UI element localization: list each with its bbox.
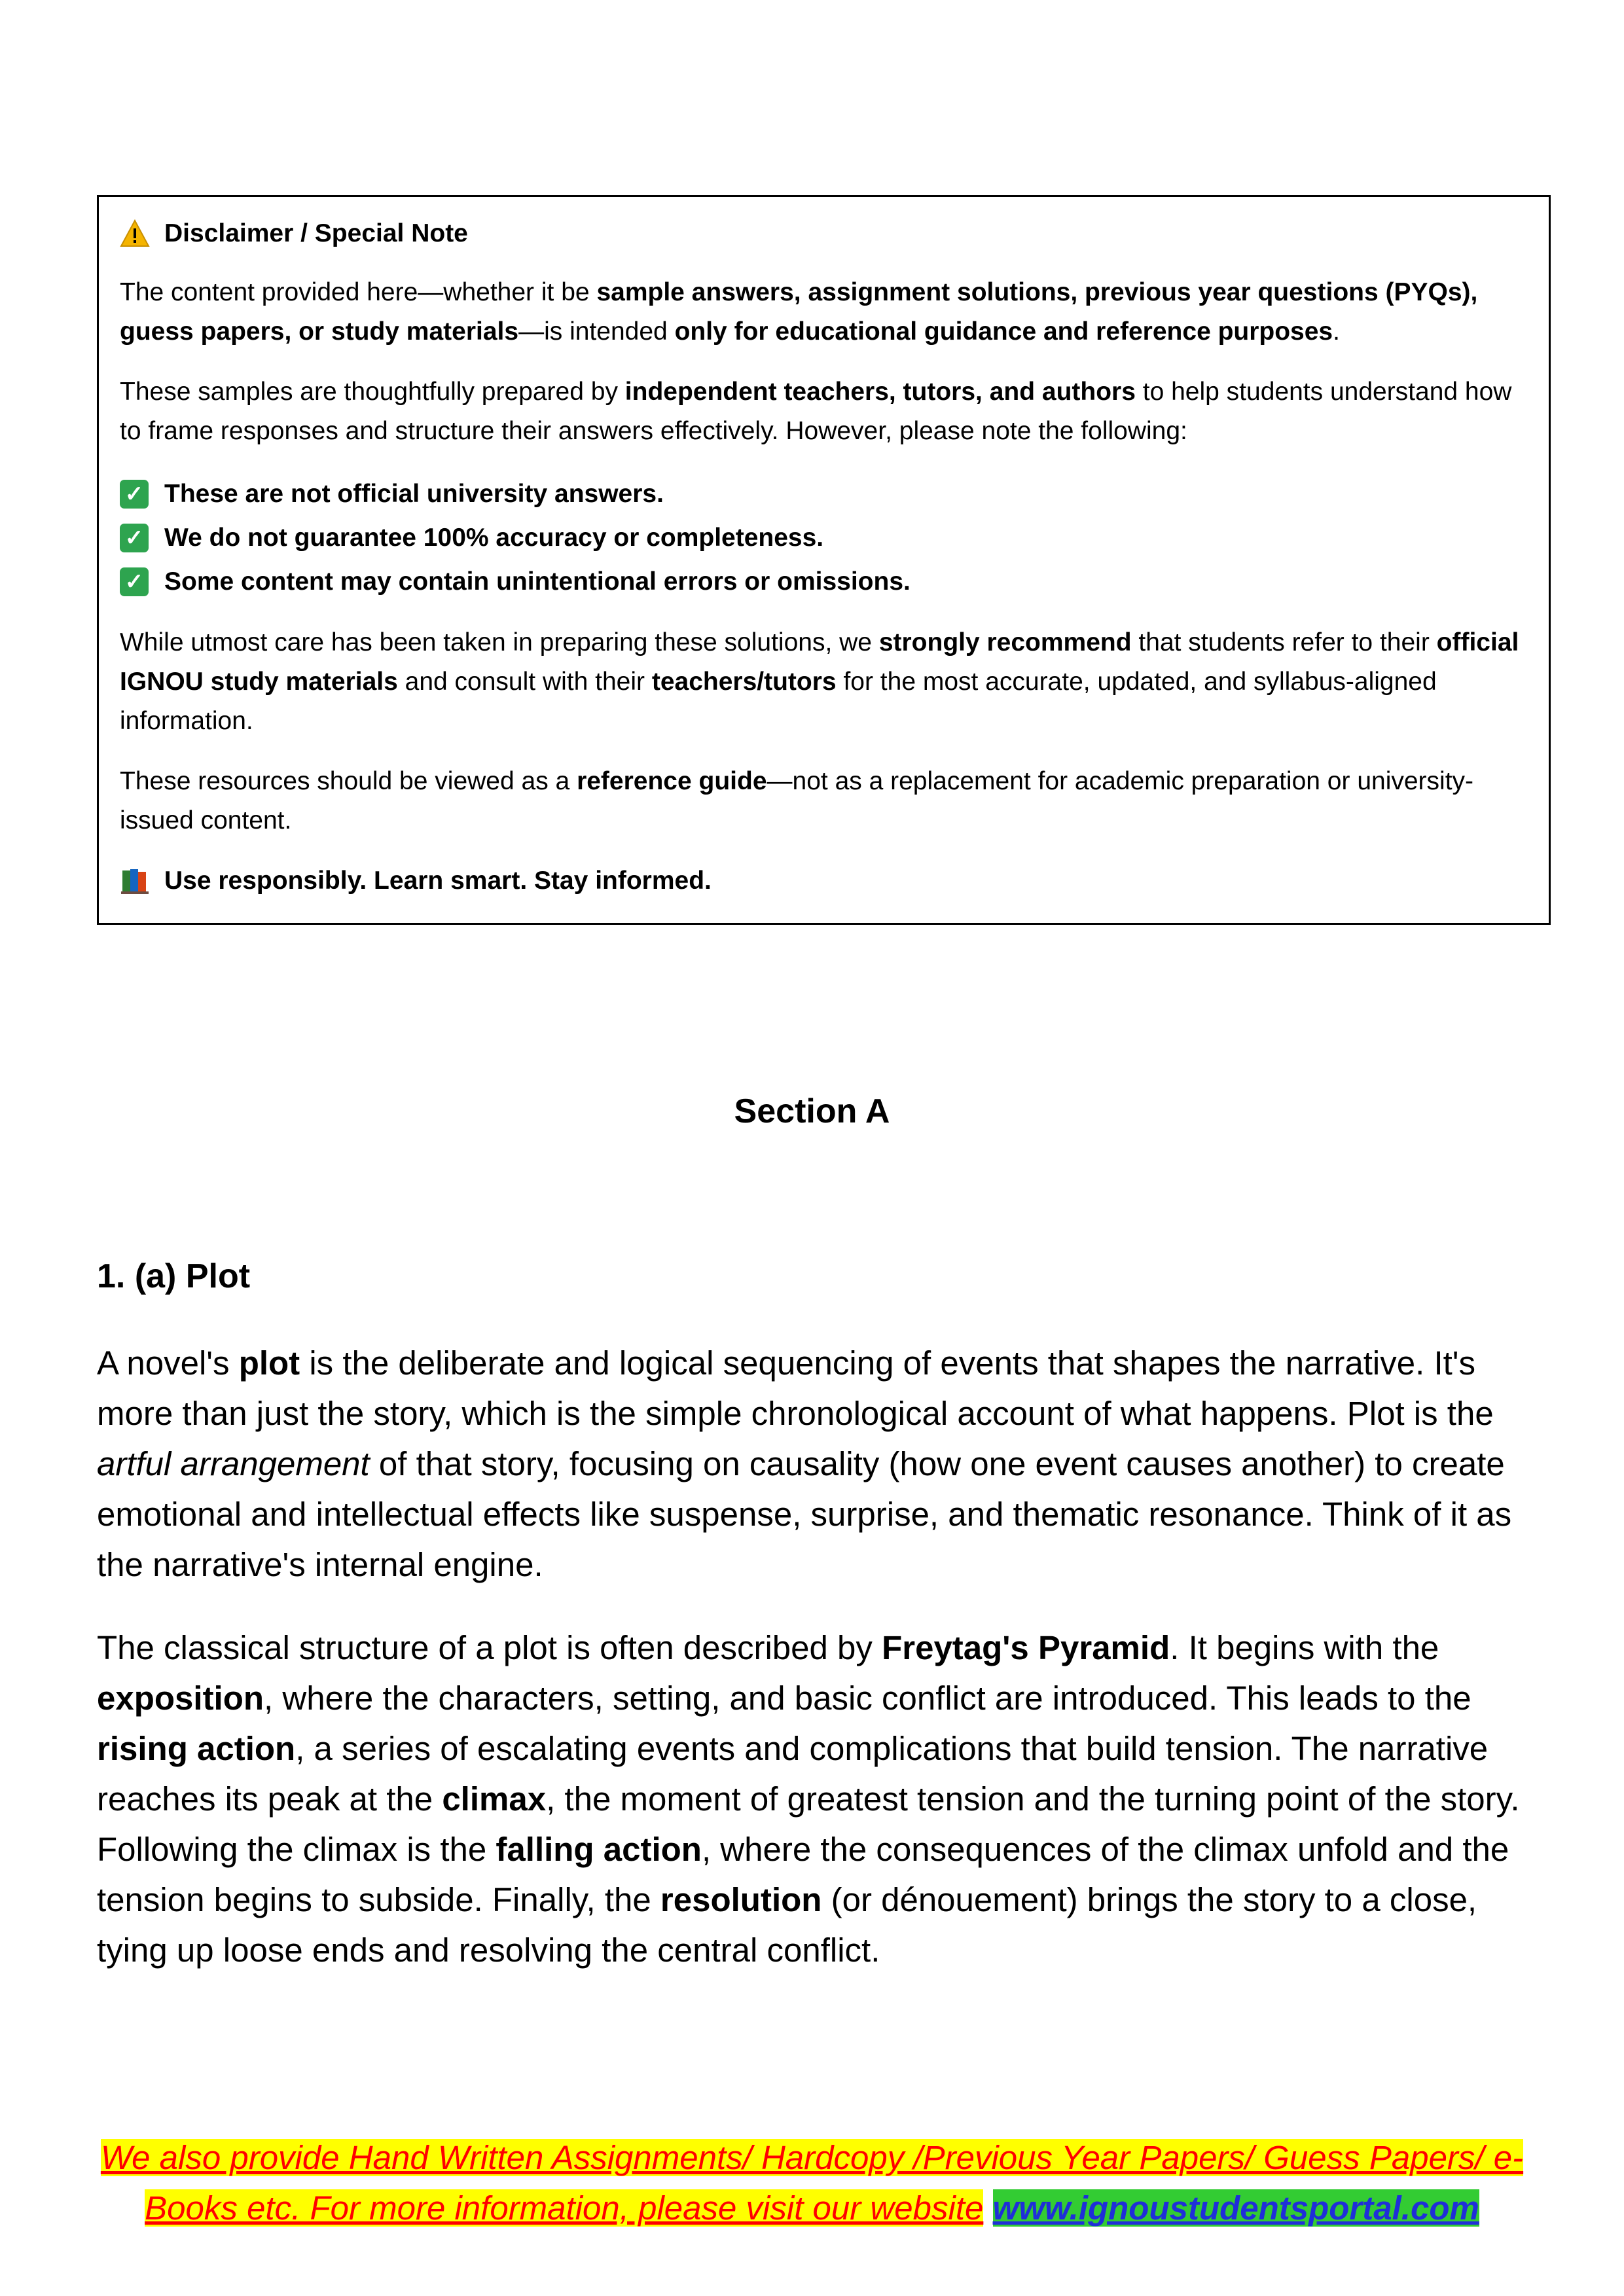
disclaimer-box	[97, 195, 1551, 925]
disclaimer-paragraph-2: These samples are thoughtfully prepared by independent teachers, tutors, and authors to help students understand how to frame responses and structure their answers effectively. However, please note the following:	[120, 378, 1512, 445]
paragraph-plot-definition: A novel's plot is the deliberate and logical sequencing of events that shapes the narrative. It's more than just the story, which is the simple chronological account of what happens. Plot is the artful arrangement of that story, focusing on causality (how one event causes another) to create emotional and intellectual effects like suspense, surprise, and thematic resonance. Think of it as the narrative's internal engine.	[97, 1344, 1512, 1583]
footer-promo	[65, 2132, 1559, 2233]
disclaimer-paragraph-4: These resources should be viewed as a reference guide—not as a replacement for academic preparation or university-issued content.	[120, 767, 1474, 834]
question-title: 1. (a) Plot	[97, 1257, 251, 1295]
check-mark-icon: ✓	[120, 524, 149, 552]
list-item: ✓ Some content may contain unintentional errors or omissions.	[120, 560, 1528, 603]
list-item: ✓ These are not official university answers.	[120, 472, 1528, 516]
disclaimer-paragraph-3: While utmost care has been taken in preparing these solutions, we strongly recommend that students refer to their official IGNOU study materials and consult with their teachers/tutors for the most accurate, updated, and syllabus-aligned information.	[120, 628, 1519, 735]
section-title: Section A	[734, 1092, 890, 1130]
books-icon	[120, 867, 151, 895]
warning-icon	[120, 219, 150, 249]
disclaimer-title: Disclaimer / Special Note	[120, 214, 1528, 253]
footer-text: We also provide Hand Written Assignments/ Hardcopy /Previous Year Papers/ Guess Papers/ e-Books etc. For more information, please visit our website	[100, 2139, 1524, 2227]
paragraph-freytag-pyramid: The classical structure of a plot is often described by Freytag's Pyramid. It begins with the exposition, where the characters, setting, and basic conflict are introduced. This leads to the rising action, a series of escalating events and complications that build tension. The narrative reaches its peak at the climax, the moment of greatest tension and the turning point of the story. Following the climax is the falling action, where the consequences of the climax unfold and the tension begins to subside. Finally, the resolution (or dénouement) brings the story to a close, tying up loose ends and resolving the central conflict.	[97, 1629, 1520, 1969]
website-link[interactable]: www.ignoustudentsportal.com	[992, 2189, 1479, 2227]
check-list	[120, 472, 1528, 603]
check-mark-icon: ✓	[120, 567, 149, 596]
check-mark-icon: ✓	[120, 480, 149, 509]
list-item: ✓ We do not guarantee 100% accuracy or completeness.	[120, 516, 1528, 560]
disclaimer-paragraph-1: The content provided here—whether it be sample answers, assignment solutions, previous year questions (PYQs), guess papers, or study materials—is intended only for educational guidance and reference purposes.	[120, 278, 1478, 346]
disclaimer-closing: Use responsibly. Learn smart. Stay informed.	[120, 861, 1528, 901]
